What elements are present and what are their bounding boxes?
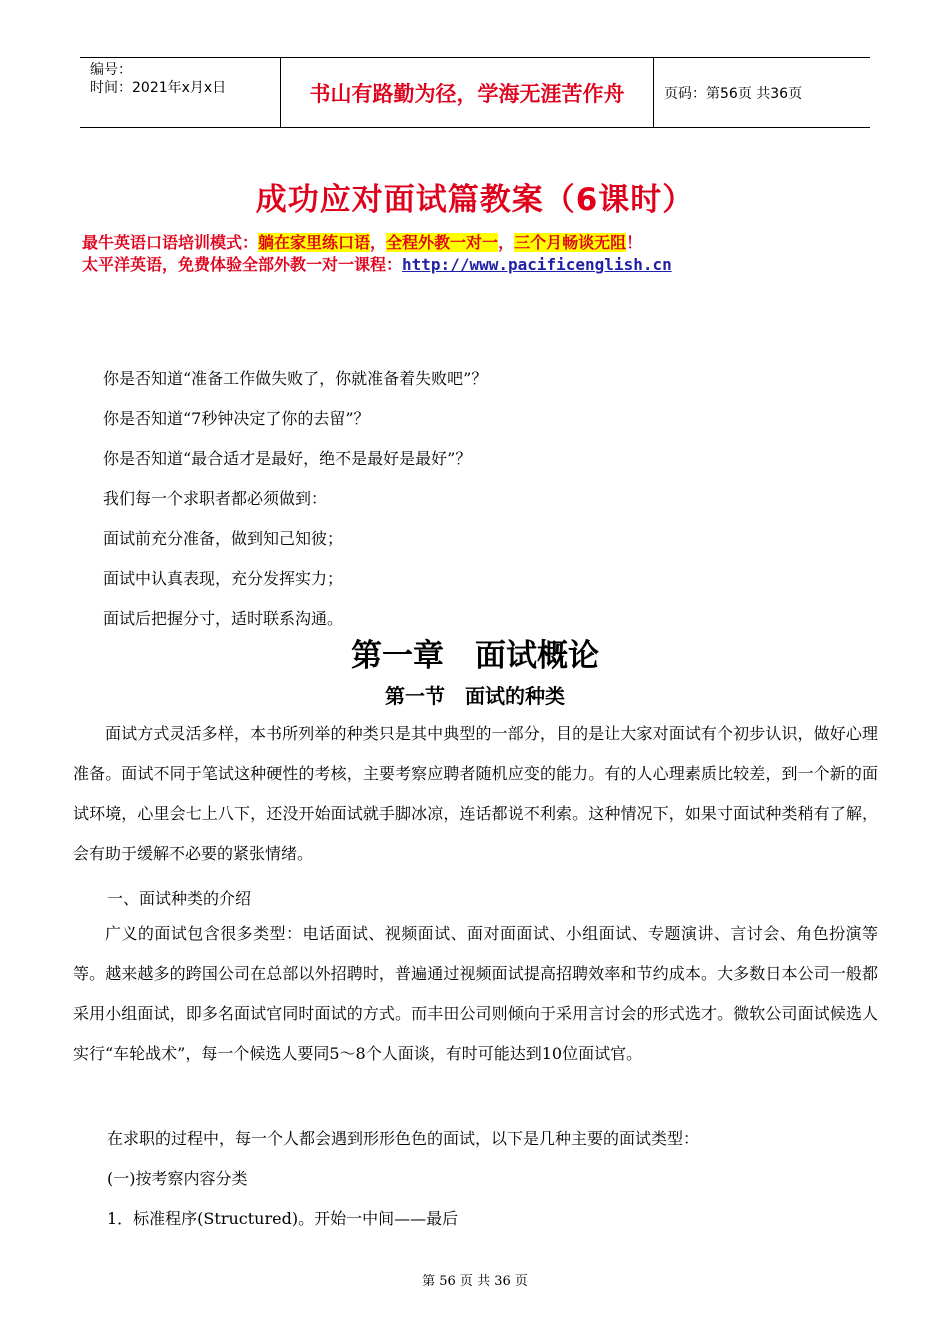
promo-text: 太平洋英语，免费体验全部外教一对一课程： (82, 255, 403, 274)
promo-link[interactable]: http://www.pacificenglish.cn (402, 255, 672, 274)
promo-text: ！ (626, 233, 643, 252)
body-paragraph-1: 面试方式灵活多样，本书所列举的种类只是其中典型的一部分，目的是让大家对面试有个初步认识，做好心理准备。面试不同于笔试这种硬性的考核，主要考察应聘者随机应变的能力。有的人心理素质比较差，到一个新的面试环境，心里会七上八下，还没开始面试就手脚冰凉，连话都说不利索。这种情况下，如果寸面试种类稍有了解，会有助于缓解不必要的紧张情绪。 (73, 724, 878, 863)
promo-text: 最牛英语口语培训模式： (82, 233, 259, 252)
body-paragraph-3: 在求职的过程中，每一个人都会遇到形形色色的面试，以下是几种主要的面试类型： (107, 1129, 700, 1148)
intro-line: 你是否知道“最合适才是最好，绝不是最好是最好”？ (103, 449, 472, 468)
subheading-3: 1．标准程序(Structured)。开始一中间——最后 (107, 1209, 459, 1228)
promo-text: ， (498, 233, 515, 252)
body-paragraph-2: 广义的面试包含很多类型：电话面试、视频面试、面对面面试、小组面试、专题演讲、言讨会、角色扮演等等。越来越多的跨国公司在总部以外招聘时，普遍通过视频面试提高招聘效率和节约成本。大多数日本公司一般都采用小组面试，即多名面试官同时面试的方式。而丰田公司则倾向于采用言讨会的形式选才。微软公司面试候选人实行“车轮战术”，每一个候选人要同5～8个人面谈，有时可能达到10位面试官。 (73, 924, 878, 1063)
promo-highlight: 躺在家里练口语 (258, 233, 371, 252)
header-motto: 书山有路勤为径，学海无涯苦作舟 (281, 58, 654, 127)
doc-number-label: 编号： (90, 62, 132, 78)
promo-text: ， (370, 233, 387, 252)
header-table (80, 57, 870, 128)
chapter-heading: 第一章 面试概论 (351, 638, 599, 674)
header-page-info: 页码：第56页 共36页 (664, 85, 803, 102)
promo-highlight: 三个月畅谈无阻 (514, 233, 627, 252)
subheading-1: 一、面试种类的介绍 (107, 889, 252, 908)
intro-line: 你是否知道“7秒钟决定了你的去留”？ (103, 409, 370, 428)
section-heading: 第一节 面试的种类 (385, 684, 565, 708)
intro-line: 面试中认真表现，充分发挥实力； (103, 569, 344, 588)
subheading-2: (一)按考察内容分类 (107, 1169, 248, 1188)
promo-line-1 (82, 230, 642, 253)
page-footer: 第 56 页 共 36 页 (422, 1274, 528, 1289)
header-left-cell (80, 58, 281, 127)
intro-line: 面试后把握分寸，适时联系沟通。 (103, 609, 344, 628)
doc-time-label: 时间：2021年x月x日 (90, 80, 227, 96)
doc-title: 成功应对面试篇教案（6课时） (255, 182, 695, 218)
intro-line: 我们每一个求职者都必须做到： (103, 489, 328, 508)
promo-line-2 (82, 252, 672, 275)
promo-highlight: 全程外教一对一 (386, 233, 499, 252)
intro-line: 面试前充分准备，做到知己知彼； (103, 529, 344, 548)
intro-line: 你是否知道“准备工作做失败了，你就准备着失败吧”？ (103, 369, 488, 388)
